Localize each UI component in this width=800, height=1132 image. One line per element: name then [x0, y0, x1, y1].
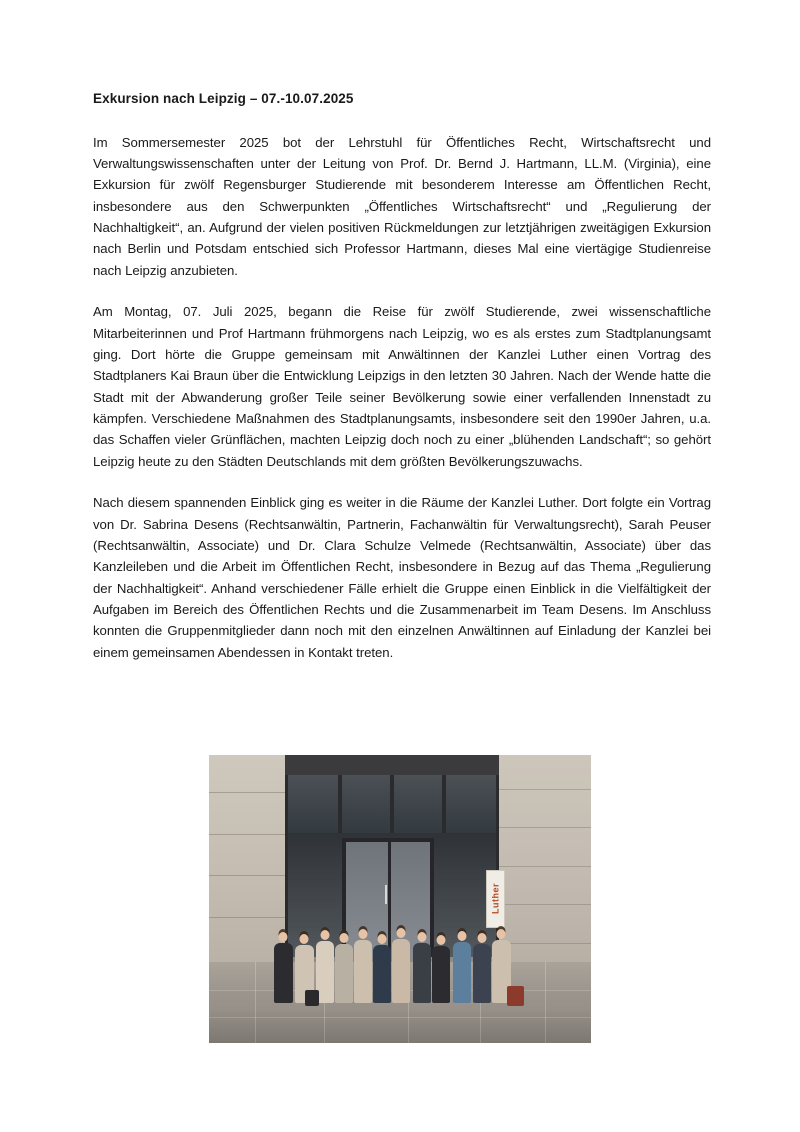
- luther-sign: Luther: [486, 870, 505, 928]
- photo-vignette: [209, 1008, 591, 1043]
- person: [413, 943, 431, 1003]
- bag: [507, 986, 524, 1006]
- person: [354, 940, 372, 1003]
- person: [274, 943, 293, 1003]
- photo-canvas: [209, 755, 591, 1043]
- person: [316, 941, 334, 1003]
- document-body: [93, 90, 711, 663]
- person: [432, 946, 450, 1003]
- person: [473, 944, 491, 1003]
- group-photo: [209, 755, 591, 1043]
- paragraph-3: Nach diesem spannenden Einblick ging es weiter in die Räume der Kanzlei Luther. Dort folgte ein Vortrag von Dr. Sabrina Desens (Rechtsanwältin, Partnerin, Fachanwältin für Verwaltungsrecht), Sarah Peuser (Rechtsanwältin, Associate) und Dr. Clara Schulze Velmede (Rechtsanwältin, Associate) über das Kanzleileben und die Arbeit im Öffentlichen Recht, insbesondere in Bezug auf das Thema „Regulierung der Nachhaltigkeit“. Anhand verschiedener Fälle erhielt die Gruppe einen Einblick in die Vielfältigkeit der Aufgaben im Bereich des Öffentlichen Rechts und die Zusammenarbeit im Team Desens. Im Anschluss konnten die Gruppenmitglieder dann noch mit den einzelnen Anwältinnen auf Einladung der Kanzlei bei einem gemeinsamen Abendessen in Kontakt treten.: [93, 495, 711, 660]
- person: [335, 944, 353, 1003]
- person: [453, 942, 471, 1003]
- people-group: [209, 755, 591, 1043]
- bag: [305, 990, 319, 1006]
- person: [373, 945, 391, 1003]
- paragraph-2: Am Montag, 07. Juli 2025, begann die Reise für zwölf Studierende, zwei wissenschaftliche Mitarbeiterinnen und Prof Hartmann frühmorgens nach Leipzig, wo es als erstes zum Stadtplanungsamt ging. Dort hörte die Gruppe gemeinsam mit Anwältinnen der Kanzlei Luther einen Vortrag des Stadtplaners Kai Braun über die Entwicklung Leipzigs in den letzten 30 Jahren. Nach der Wende hatte die Stadt mit der Abwanderung großer Teile seiner Bevölkerung sowie einer verfallenden Innenstadt zu kämpfen. Verschiedene Maßnahmen des Stadtplanungsamts, insbesondere seit den 1990er Jahren, u.a. das Schaffen vieler Grünflächen, machten Leipzig doch noch zu einer „blühenden Landschaft“; so gehört Leipzig heute zu den Städten Deutschlands mit dem größten Bevölkerungszuwachs.: [93, 304, 711, 469]
- page-title: Exkursion nach Leipzig – 07.-10.07.2025: [93, 91, 354, 106]
- person: [392, 939, 410, 1003]
- paragraph-1: Im Sommersemester 2025 bot der Lehrstuhl für Öffentliches Recht, Wirtschaftsrecht und Verwaltungswissenschaften unter der Leitung von Prof. Dr. Bernd J. Hartmann, LL.M. (Virginia), eine Exkursion für zwölf Regensburger Studierende mit besonderem Interesse am Öffentlichen Recht, insbesondere aus den Schwerpunkten „Öffentliches Wirtschaftsrecht“ und „Regulierung der Nachhaltigkeit“, an. Aufgrund der vielen positiven Rückmeldungen zur letztjährigen zweitägigen Exkursion nach Berlin und Potsdam entschied sich Professor Hartmann, dieses Mal eine viertägige Studienreise nach Leipzig anzubieten.: [93, 134, 711, 278]
